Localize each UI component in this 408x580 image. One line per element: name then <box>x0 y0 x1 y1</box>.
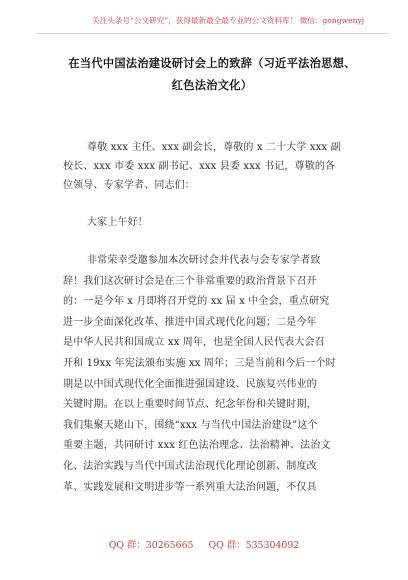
body-line: 的：一是今年 x 月即将召开党的 xx 届 x 中全会，重点研究 <box>63 296 330 308</box>
footer-qq-group-1: QQ 群：30265665 <box>108 540 194 551</box>
footer-contact <box>0 538 408 554</box>
body-line: 关键时期。在以上重要时间节点、纪念年份和关键时期， <box>63 399 317 411</box>
body-line: 是中华人民共和国成立 xx 周年，也是全国人民代表大会召 <box>63 337 325 349</box>
body-line: 进一步全面深化改革、推进中国式现代化问题；二是今年 <box>63 316 317 328</box>
footer-qq-group-2: QQ 群：535304092 <box>208 540 300 551</box>
greeting-paragraph <box>63 213 368 232</box>
document-title-line: 红色法治文化） <box>171 79 253 92</box>
body-line: 我们集聚天姥山下，围绕“xxx 与当代中国法治建设”这个 <box>63 419 318 431</box>
header-banner: 关注头条号“公文研究”，获得最新最全最专业的公文资料库！ 微信：gongwenyj <box>92 16 365 25</box>
body-line: 革、实践发展和文明进步等一系列重大法治问题，不仅具 <box>63 481 317 493</box>
document-title-line: 在当代中国法治建设研讨会上的致辞（习近平法治思想、 <box>68 57 356 70</box>
salutation-line: 位领导、专家学者、同志们： <box>63 180 195 191</box>
salutation-line: 校长、xxx 市委 xxx 副书记、xxx 县委 xxx 书记，尊敬的各 <box>63 161 336 172</box>
body-line: 开和 19xx 年宪法颁布实施 xx 周年；三是当前和今后一个时 <box>63 357 336 369</box>
body-line: 辞！我们这次研讨会是在三个非常重要的政治背景下召开 <box>63 275 317 287</box>
greeting-line: 大家上午好！ <box>87 217 148 228</box>
body-line: 非常荣幸受邀参加本次研讨会并代表与会专家学者致 <box>87 255 321 266</box>
header-divider <box>36 33 389 34</box>
body-line: 期是以中国式现代化全面推进强国建设、民族复兴伟业的 <box>63 378 317 390</box>
salutation-line: 尊敬 xxx 主任、xxx 副会长，尊敬的 x 二十大学 xxx 副 <box>87 142 341 153</box>
body-paragraph <box>63 251 368 498</box>
body-line: 化、法治实践与当代中国式法治现代化理论创新、制度改 <box>63 460 317 472</box>
salutation-paragraph <box>63 138 368 195</box>
document-title <box>52 53 372 97</box>
body-line: 重要主题，共同研讨 xxx 红色法治理念、法治精神、法治文 <box>63 440 331 452</box>
